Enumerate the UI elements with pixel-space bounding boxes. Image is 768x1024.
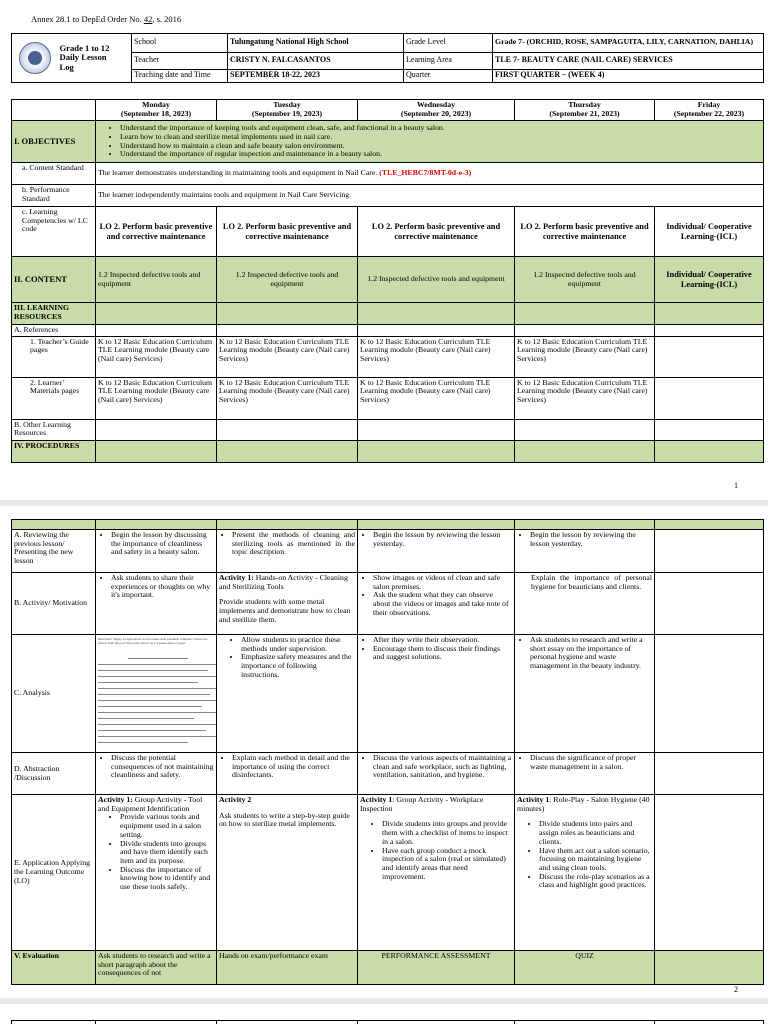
objective-item: • Learn how to clean and sterilize metal implements used in nail care. (120, 133, 761, 142)
row-c-wednesday: • After they write their observation. • Encourage them to discuss their findings and suggest solutions. (358, 635, 515, 753)
row-a-label: A. Reviewing the previous lesson/ Presenting the new lesson (12, 530, 96, 573)
content-standard: The learner demonstrates understanding in maintaining tools and equipment in Nail Care. (TLE_HEBC7/8MT-0d-e-3) (96, 163, 764, 185)
content-friday: Individual/ Cooperative Learning-(ICL) (655, 257, 764, 303)
row-e-tuesday: Activity 2 Ask students to write a step-by-step guide on how to sterilize metal implements. (217, 795, 358, 951)
grade-label: Grade Level (404, 34, 493, 53)
quarter-value: FIRST QUARTER – (WEEK 4) (493, 69, 764, 82)
objective-item: • Understand the importance of keeping tools and equipment clean, safe, and functional in a beauty salon. (120, 124, 761, 133)
teacher-value: CRISTY N. FALCASANTOS (228, 52, 404, 69)
school-value: Tulungatung National High School (228, 34, 404, 53)
row-b-monday: • Ask students to share their experiences or thoughts on why it's important. (96, 573, 217, 635)
tg-wednesday: K to 12 Basic Education Curriculum TLE Learning module (Beauty care (Nail care) Services) (358, 336, 515, 377)
date-value: SEPTEMBER 18-22, 2023 (228, 69, 404, 82)
procedures-label: IV. PROCEDURES (12, 440, 96, 462)
deped-seal (12, 34, 58, 83)
lm-wednesday: K to 12 Basic Education Curriculum TLE Learning module (Beauty care (Nail care) Services) (358, 377, 515, 419)
row-a-monday: • Begin the lesson by discussing the importance of cleanliness and safety in a beauty salon. (96, 530, 217, 573)
row-c-monday-worksheet (96, 635, 217, 753)
lo-friday: Individual/ Cooperative Learning-(ICL) (655, 207, 764, 257)
page-1 (0, 0, 768, 500)
quarter-label: Quarter (404, 69, 493, 82)
row-d-tuesday: • Explain each method in detail and the importance of using the correct disinfectants. (217, 753, 358, 795)
deped-seal-icon (19, 42, 51, 74)
day-friday: Friday (September 22, 2023) (655, 100, 764, 121)
objectives-table (11, 99, 764, 463)
resources-label: III. LEARNING RESOURCES (12, 303, 96, 325)
lo-thursday: LO 2. Perform basic preventive and corrective maintenance (515, 207, 655, 257)
tg-thursday: K to 12 Basic Education Curriculum TLE Learning module (Beauty care (Nail care) Services) (515, 336, 655, 377)
row-a-wednesday: • Begin the lesson by reviewing the lesson yesterday. (358, 530, 515, 573)
row-b-thursday: Explain the importance of personal hygiene for beauticians and clients. (515, 573, 655, 635)
page-number: 1 (734, 481, 738, 490)
lm-tuesday: K to 12 Basic Education Curriculum TLE Learning module (Beauty care (Nail care) Services) (217, 377, 358, 419)
area-label: Learning Area (404, 52, 493, 69)
row-c-label: C. Analysis (12, 635, 96, 753)
day-monday: Monday (September 18, 2023) (96, 100, 217, 121)
row-e-monday: Activity 1: Group Activity - Tool and Equipment Identification • Provide various tools and equipment used in a salon setting. • Divide students into groups and have them identify each item and its purpose. • Discuss the importance of knowing how to identify and use these tools safely. (96, 795, 217, 951)
references-label: A. References (12, 325, 96, 337)
row-b-wednesday: • Show images or videos of clean and safe salon premises. • Ask the student what they can observe about the videos or images and take note of their observations. (358, 573, 515, 635)
day-header-row (12, 100, 764, 121)
day-wednesday: Wednesday (September 20, 2023) (358, 100, 515, 121)
row-a-thursday: • Begin the lesson by reviewing the lesson yesterday. (515, 530, 655, 573)
competencies-label: c. Learning Competencies w/ LC code (12, 207, 96, 257)
row-b-label: B. Activity/ Motivation (12, 573, 96, 635)
evaluation-tuesday: Hands on exam/performance exam (217, 951, 358, 985)
row-d-wednesday: • Discuss the various aspects of maintaining a clean and safe workplace, such as lighting, ventilation, sanitation, and hygiene. (358, 753, 515, 795)
performance-standard-label: b. Performance Standard (12, 185, 96, 207)
school-label: School (132, 34, 228, 53)
row-d-label: D. Abstraction /Discussion (12, 753, 96, 795)
learners-materials-label: 2. Learner’ Materials pages (12, 377, 96, 419)
row-b-tuesday: Activity 1: Hands-on Activity - Cleaning and Sterilizing Tools Provide students with some metal implements and demonstrate how to clean and sterilize them. (217, 573, 358, 635)
lm-monday: K to 12 Basic Education Curriculum TLE Learning module (Beauty care (Nail care) Services) (96, 377, 217, 419)
objective-item: • Understand the importance of regular inspection and maintenance in a beauty salon. (120, 150, 761, 159)
row-c-thursday: • Ask students to research and write a short essay on the importance of personal hygiene and waste management in the beauty industry. (515, 635, 655, 753)
lm-thursday: K to 12 Basic Education Curriculum TLE Learning module (Beauty care (Nail care) Services) (515, 377, 655, 419)
objectives-list (96, 121, 764, 163)
grade-value: Grade 7- (ORCHID, ROSE, SAMPAGUITA, LILY, CARNATION, DAHLIA) (493, 34, 764, 53)
page-number: 2 (734, 985, 738, 994)
page-2 (0, 506, 768, 998)
content-standard-label: a. Content Standard (12, 163, 96, 185)
day-tuesday: Tuesday (September 19, 2023) (217, 100, 358, 121)
evaluation-thursday: QUIZ (515, 951, 655, 985)
lo-wednesday: LO 2. Perform basic preventive and corrective maintenance (358, 207, 515, 257)
procedures-table (11, 519, 764, 985)
page-3 (0, 1004, 768, 1024)
row-e-thursday: Activity 1: Role-Play - Salon Hygiene (40 minutes) • Divide students into pairs and assign roles as beauticians and clients. • Have them act out a salon scenario, focusing on maintaining hygiene and using clean tools. • Discuss the role-play scenarios as a class and highlight good practices. (515, 795, 655, 951)
row-e-label: E. Application Applying the Learning Outcome (LO) (12, 795, 96, 951)
row-d-thursday: • Discuss the significance of proper waste management in a salon. (515, 753, 655, 795)
evaluation-label: V. Evaluation (12, 951, 96, 985)
day-thursday: Thursday (September 21, 2023) (515, 100, 655, 121)
row-e-wednesday: Activity 1: Group Activity - Workplace Inspection • Divide students into groups and provide them with a checklist of items to inspect in a salon. • Have each group conduct a mock inspection of a salon (real or simulated) and identify areas that need improvement. (358, 795, 515, 951)
page-3-table (11, 1020, 764, 1024)
row-c-tuesday: • Allow students to practice these methods under supervision. • Emphasize safety measures and the importance of following instructions. (217, 635, 358, 753)
content-tuesday: 1.2 Inspected defective tools and equipment (217, 257, 358, 303)
teachers-guide-label: 1. Teacher’s Guide pages (12, 336, 96, 377)
evaluation-wednesday: PERFORMANCE ASSESSMENT (358, 951, 515, 985)
other-resources-label: B. Other Learning Resources (12, 419, 96, 440)
date-label: Teaching date and Time (132, 69, 228, 82)
content-wednesday: 1.2 Inspected defective tools and equipment (358, 257, 515, 303)
worksheet-image: Directions: Supply an appropriate word to make each statement complete. Choose the answer from the pool below and write it on a separate sheet of paper. (98, 638, 216, 750)
area-value: TLE 7- BEAUTY CARE (NAIL CARE) SERVICES (493, 52, 764, 69)
row-d-monday: • Discuss the potential consequences of not maintaining cleanliness and safety. (96, 753, 217, 795)
tg-tuesday: K to 12 Basic Education Curriculum TLE Learning module (Beauty care (Nail care) Services) (217, 336, 358, 377)
performance-standard: The learner independently maintains tools and equipment in Nail Care Servicing (96, 185, 764, 207)
evaluation-monday: Ask students to research and write a short paragraph about the consequences of not (96, 951, 217, 985)
header-table (11, 33, 764, 83)
content-monday: 1.2 Inspected defective tools and equipment (96, 257, 217, 303)
objectives-label: I. OBJECTIVES (12, 121, 96, 163)
row-a-tuesday: • Present the methods of cleaning and sterilizing tools as mentioned in the topic description. (217, 530, 358, 573)
objective-item: • Understand how to maintain a clean and safe beauty salon environment. (120, 142, 761, 151)
content-label: II. CONTENT (12, 257, 96, 303)
log-title: Grade 1 to 12 Daily Lesson Log (58, 34, 132, 83)
annex-reference: Annex 28.1 to DepEd Order No. 42, s. 2016 (31, 14, 182, 24)
teacher-label: Teacher (132, 52, 228, 69)
lo-monday: LO 2. Perform basic preventive and corrective maintenance (96, 207, 217, 257)
lo-tuesday: LO 2. Perform basic preventive and corrective maintenance (217, 207, 358, 257)
tg-monday: K to 12 Basic Education Curriculum TLE Learning module (Beauty care (Nail care) Services) (96, 336, 217, 377)
content-thursday: 1.2 Inspected defective tools and equipment (515, 257, 655, 303)
